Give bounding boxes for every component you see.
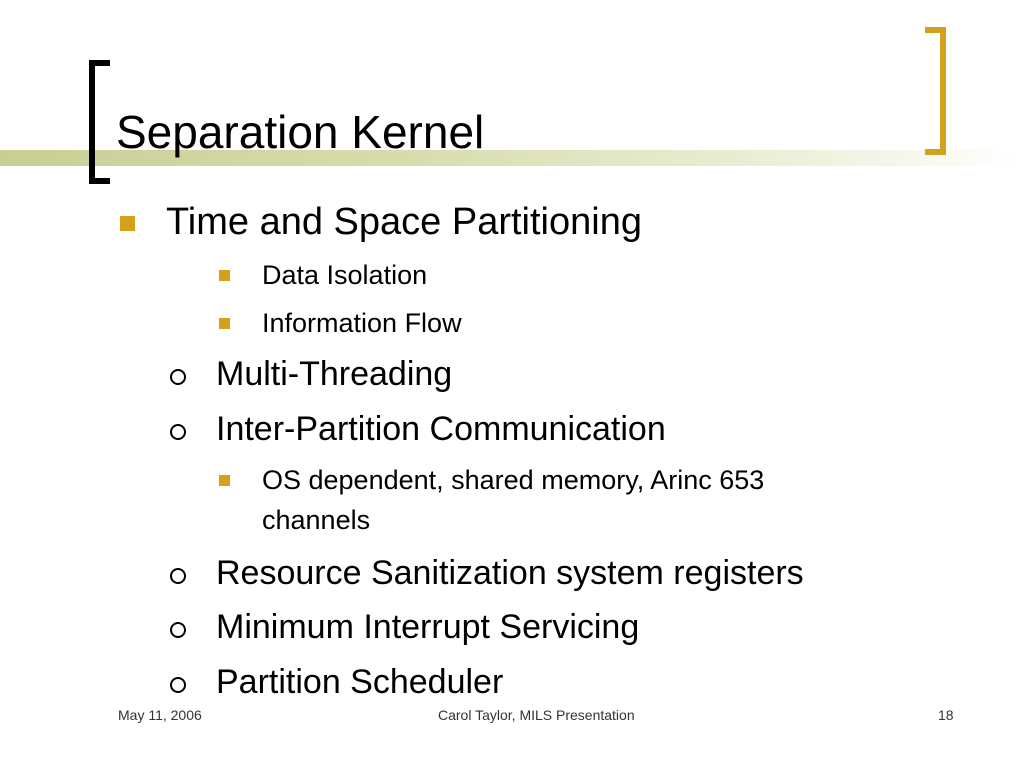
ring-bullet-icon	[170, 622, 186, 638]
bullet-os-dependent-line1: OS dependent, shared memory, Arinc 653	[262, 465, 765, 495]
ring-bullet-icon	[170, 568, 186, 584]
ring-bullet-icon	[170, 677, 186, 693]
square-bullet-icon	[219, 318, 230, 329]
footer-page-number: 18	[938, 707, 954, 723]
bullet-partition-scheduler: Partition Scheduler	[216, 663, 504, 701]
footer-title: Carol Taylor, MILS Presentation	[438, 707, 635, 723]
ring-bullet-icon	[170, 369, 186, 385]
bullet-data-isolation: Data Isolation	[262, 260, 428, 290]
footer-date: May 11, 2006	[118, 707, 202, 723]
square-bullet-icon	[219, 270, 230, 281]
bullet-resource-sanitization: Resource Sanitization system registers	[216, 554, 804, 592]
square-bullet-icon	[120, 216, 135, 231]
bullet-inter-partition-communication: Inter-Partition Communication	[216, 410, 666, 448]
ring-bullet-icon	[170, 424, 186, 440]
bullet-minimum-interrupt-servicing: Minimum Interrupt Servicing	[216, 608, 640, 646]
bullet-os-dependent-line2: channels	[262, 505, 371, 535]
square-bullet-icon	[219, 475, 230, 486]
bullet-time-space-partitioning: Time and Space Partitioning	[166, 201, 642, 243]
slide-title: Separation Kernel	[116, 106, 485, 158]
left-bracket-icon	[89, 60, 110, 184]
bullet-multi-threading: Multi-Threading	[216, 355, 453, 393]
right-bracket-icon	[925, 27, 946, 155]
bullet-information-flow: Information Flow	[262, 308, 462, 338]
